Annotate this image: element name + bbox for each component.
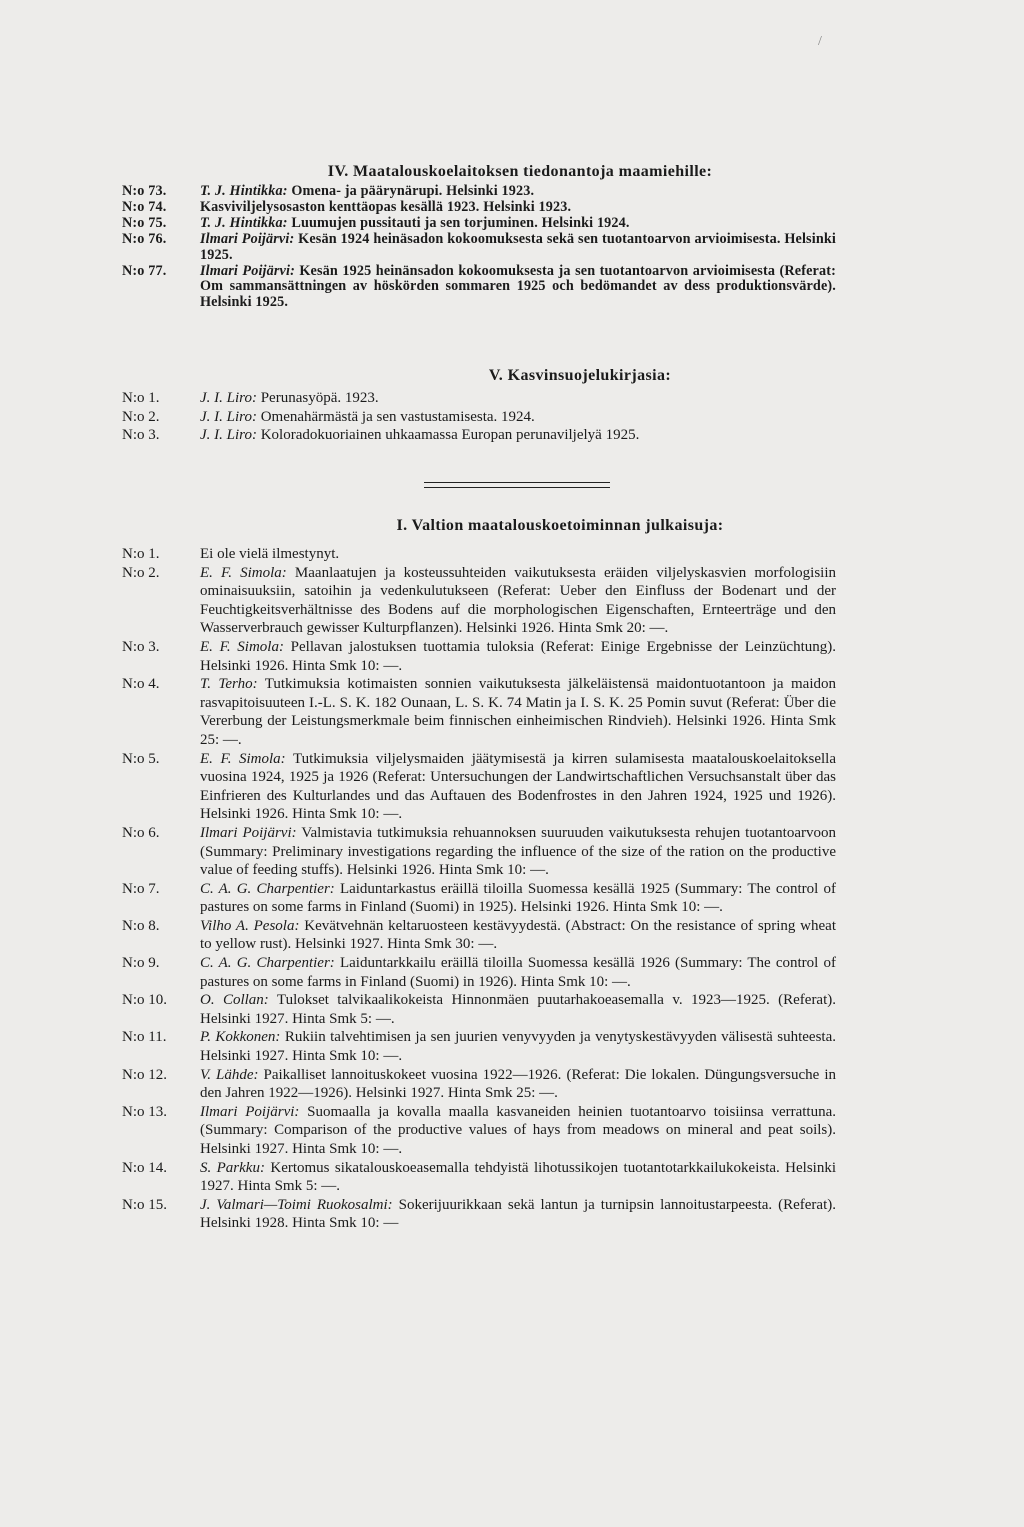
entry-author: Ilmari Poijärvi: xyxy=(200,262,295,279)
entry-text xyxy=(200,675,836,749)
list-item xyxy=(0,389,1024,408)
entry-text xyxy=(200,1103,836,1159)
entry-text xyxy=(200,389,836,408)
entry-body: Valmistavia tutkimuksia rehuannoksen suuruuden vaikutuksesta rehujen tuotantoarvoon (Summary: Preliminary investigations regarding the influence of the size of the ration on the productive value of feeding stuffs). Helsinki 1926. Hinta Smk 10: —. xyxy=(200,824,836,879)
list-item xyxy=(0,1066,1024,1103)
entry-body: Laiduntarkastus eräillä tiloilla Suomessa kesällä 1925 (Summary: The control of pastures on some farms in Finland (Suomi) in 1925). Helsinki 1926. Hinta Smk 10: —. xyxy=(200,880,836,916)
entry-body: Omenahärmästä ja sen vastustamisesta. 1924. xyxy=(256,408,535,425)
entry-text xyxy=(200,232,836,264)
entry-text xyxy=(200,880,836,917)
entry-body: Tulokset talvikaalikokeista Hinnonmäen puutarhakoeasemalla v. 1923—1925. (Referat). Helsinki 1927. Hinta Smk 5: —. xyxy=(200,992,837,1027)
list-item xyxy=(0,824,1024,880)
entry-text xyxy=(200,426,836,445)
entry-body: Kertomus sikatalouskoeasemalla tehdyistä lihotussikojen tuotantotarkkailukokeista. Helsinki 1927. Hinta Smk 5: —. xyxy=(200,1159,836,1195)
entry-body: Koloradokuoriainen uhkaamassa Europan perunaviljelyä 1925. xyxy=(256,427,640,444)
list-item xyxy=(0,216,1024,232)
entry-number: N:o 7. xyxy=(122,880,160,897)
entry-body: Kesän 1925 heinänsadon kokoomuksesta ja sen tuotantoarvon arvioimisesta (Referat: Om sammansättningen av höskörden sommaren 1925 och bedömandet av dess produktionsvärde). Helsinki 1925. xyxy=(200,262,836,311)
section-i-heading: I. Valtion maatalouskoetoiminnan julkaisuja: xyxy=(396,517,724,534)
entry-number: N:o 2. xyxy=(122,564,160,581)
entry-author: P. Kokkonen: xyxy=(200,1029,281,1046)
entry-author: Ilmari Poijärvi: xyxy=(200,1103,300,1120)
entry-author: T. Terho: xyxy=(200,676,258,693)
list-item xyxy=(0,264,1024,312)
entry-text xyxy=(200,408,836,427)
list-item xyxy=(0,545,1024,564)
entry-body: Kesän 1924 heinäsadon kokoomuksesta sekä sen tuotantoarvon arvioimisesta. Helsinki 1925. xyxy=(200,230,836,263)
entry-number: N:o 77. xyxy=(122,262,167,279)
section-v-heading: V. Kasvinsuojelukirjasia: xyxy=(488,367,672,384)
list-item xyxy=(0,954,1024,991)
list-item xyxy=(0,1028,1024,1065)
entry-number: N:o 73. xyxy=(122,183,167,199)
entry-author: J. I. Liro: xyxy=(200,390,257,406)
section-i-list xyxy=(0,545,1024,1233)
entry-body: Sokerijuurikkaan sekä lantun ja turnipsin lannoitustarpeesta. (Referat). Helsinki 1928. Hinta Smk 10: — xyxy=(200,1196,836,1232)
entry-author: Ilmari Poijärvi: xyxy=(200,230,295,247)
entry-author: T. J. Hintikka: xyxy=(200,214,288,231)
entry-body: Ei ole vielä ilmestynyt. xyxy=(200,546,340,562)
entry-body: Kevätvehnän keltaruosteen kestävyydestä. (Abstract: On the resistance of spring wheat to yellow rust). Helsinki 1927. Hinta Smk 30: —. xyxy=(200,917,836,953)
entry-text xyxy=(200,1196,836,1233)
entry-author: Ilmari Poijärvi: xyxy=(200,824,297,841)
entry-number: N:o 1. xyxy=(122,390,160,406)
entry-body: Tutkimuksia kotimaisten sonnien vaikutuksesta jälkeläistensä maidontuotantoon ja maidon rasvapitoisuuteen I.-L. S. K. 182 Ounaan, L. S. K. 74 Matin ja I. S. K. 25 Pomin suvut (Referat: Über die Vererbung der Leistungsmerkmale beim finnischen einheimischen Rindvieh). Helsinki 1926. Hinta Smk 25: —. xyxy=(200,676,836,748)
entry-text xyxy=(200,200,836,216)
entry-author: C. A. G. Charpentier: xyxy=(200,880,335,897)
entry-number: N:o 13. xyxy=(122,1103,167,1120)
list-item xyxy=(0,564,1024,638)
list-item xyxy=(0,1103,1024,1159)
entry-text xyxy=(200,1028,836,1065)
section-iv-list xyxy=(0,184,1024,311)
entry-author: Vilho A. Pesola: xyxy=(200,917,300,934)
list-item xyxy=(0,675,1024,749)
entry-body: Maanlaatujen ja kosteussuhteiden vaikutuksesta eräiden viljelyskasvien morfologisiin ominaisuuksiin, satoihin ja vedenkulutukseen (Referat: Ueber den Einfluss der Bodenart und der Feuchtigkeitsverhältnisse des Bodens auf die morphologischen Eigenschaften, Ernteerträge und den Wasserverbrauch gewisser Kulturpflanzen). Helsinki 1926. Hinta Smk 20: —. xyxy=(200,564,836,637)
entry-number: N:o 75. xyxy=(122,214,167,231)
divider-rule-top xyxy=(424,482,610,483)
entry-number: N:o 10. xyxy=(122,992,167,1009)
list-item xyxy=(0,1196,1024,1233)
entry-body: Paikalliset lannoituskokeet vuosina 1922—1926. (Referat: Die lokalen. Düngungsversuche in den Jahren 1922—1926). Helsinki 1927. Hinta Smk 25: —. xyxy=(200,1066,836,1102)
entry-author: S. Parkku: xyxy=(200,1159,265,1176)
list-item xyxy=(0,638,1024,675)
list-item xyxy=(0,991,1024,1028)
section-iv-heading: IV. Maatalouskoelaitoksen tiedonantoja maamiehille: xyxy=(327,163,713,180)
entry-body: Tutkimuksia viljelysmaiden jäätymisestä ja kirren sulamisesta maatalouskoelaitoksella vuosina 1924, 1925 ja 1926 (Referat: Untersuchungen der Landwirtschaftlichen Versuchsanstalt über das Einfrieren des Kulturlandes und das Auftauen des Bodenfrostes in den Jahren 1924, 1925 und 1926). Helsinki 1926. Hinta Smk 10: —. xyxy=(200,750,837,823)
entry-author: J. I. Liro: xyxy=(200,427,257,444)
entry-number: N:o 76. xyxy=(122,230,167,247)
entry-text xyxy=(200,991,836,1028)
entry-body: Laiduntarkkailu eräillä tiloilla Suomessa kesällä 1926 (Summary: The control of pastures on some farms in Finland (Suomi) in 1926). Hinta Smk 10: —. xyxy=(200,955,836,990)
entry-body: Luumujen pussitauti ja sen torjuminen. Helsinki 1924. xyxy=(287,214,630,231)
entry-number: N:o 2. xyxy=(122,408,160,425)
entry-number: N:o 8. xyxy=(122,917,160,934)
entry-text xyxy=(200,638,836,675)
entry-author: V. Lähde: xyxy=(200,1066,259,1083)
list-item xyxy=(0,200,1024,216)
entry-body: Suomaalla ja kovalla maalla kasvaneiden heinien tuotantoarvo toisiinsa verrattuna. (Summary: Comparison of the productive values of hays from meadows on mineral and peat soils). Helsinki 1927. Hinta Smk 10: —. xyxy=(200,1103,837,1157)
entry-number: N:o 11. xyxy=(122,1029,167,1046)
entry-number: N:o 15. xyxy=(122,1196,167,1213)
entry-author: J. Valmari—Toimi Ruokosalmi: xyxy=(200,1196,393,1213)
entry-text xyxy=(200,545,836,564)
entry-text xyxy=(200,750,836,824)
list-item xyxy=(0,917,1024,954)
entry-number: N:o 4. xyxy=(122,676,160,693)
entry-number: N:o 5. xyxy=(122,750,160,767)
entry-number: N:o 14. xyxy=(122,1159,167,1176)
list-item xyxy=(0,880,1024,917)
list-item xyxy=(0,408,1024,427)
entry-number: N:o 74. xyxy=(122,198,167,215)
entry-number: N:o 3. xyxy=(122,638,160,655)
entry-text xyxy=(200,1159,836,1196)
entry-body: Kasviviljelysosaston kenttäopas kesällä 1923. Helsinki 1923. xyxy=(200,198,572,215)
entry-text xyxy=(200,564,836,638)
list-item xyxy=(0,184,1024,200)
entry-number: N:o 9. xyxy=(122,955,160,972)
divider-rule-bottom xyxy=(424,487,610,488)
entry-text xyxy=(200,1066,836,1103)
entry-author: T. J. Hintikka: xyxy=(200,183,288,199)
entry-text xyxy=(200,917,836,954)
section-v-list xyxy=(0,389,1024,445)
entry-number: N:o 1. xyxy=(122,546,160,562)
entry-author: C. A. G. Charpentier: xyxy=(200,955,335,972)
entry-text xyxy=(200,954,836,991)
entry-body: Omena- ja päärynärupi. Helsinki 1923. xyxy=(287,183,535,199)
entry-body: Perunasyöpä. 1923. xyxy=(256,390,379,406)
list-item xyxy=(0,750,1024,824)
entry-text xyxy=(200,216,836,232)
list-item xyxy=(0,232,1024,264)
entry-number: N:o 3. xyxy=(122,427,160,444)
entry-text xyxy=(200,264,836,312)
entry-author: E. F. Simola: xyxy=(200,750,286,767)
list-item xyxy=(0,426,1024,445)
entry-author: O. Collan: xyxy=(200,992,269,1009)
entry-number: N:o 12. xyxy=(122,1066,167,1083)
entry-author: J. I. Liro: xyxy=(200,408,257,425)
entry-author: E. F. Simola: xyxy=(200,564,287,581)
entry-author: E. F. Simola: xyxy=(200,638,284,655)
entry-text xyxy=(200,184,836,200)
entry-body: Pellavan jalostuksen tuottamia tuloksia (Referat: Einige Ergebnisse der Leinzüchtung). Helsinki 1926. Hinta Smk 10: —. xyxy=(200,638,836,674)
entry-text xyxy=(200,824,836,880)
page-speck: / xyxy=(818,34,822,49)
entry-body: Rukiin talvehtimisen ja sen juurien venyvyyden ja venytyskestävyyden välisestä suhteesta. Helsinki 1927. Hinta Smk 10: —. xyxy=(200,1029,836,1065)
entry-number: N:o 6. xyxy=(122,824,160,841)
list-item xyxy=(0,1159,1024,1196)
